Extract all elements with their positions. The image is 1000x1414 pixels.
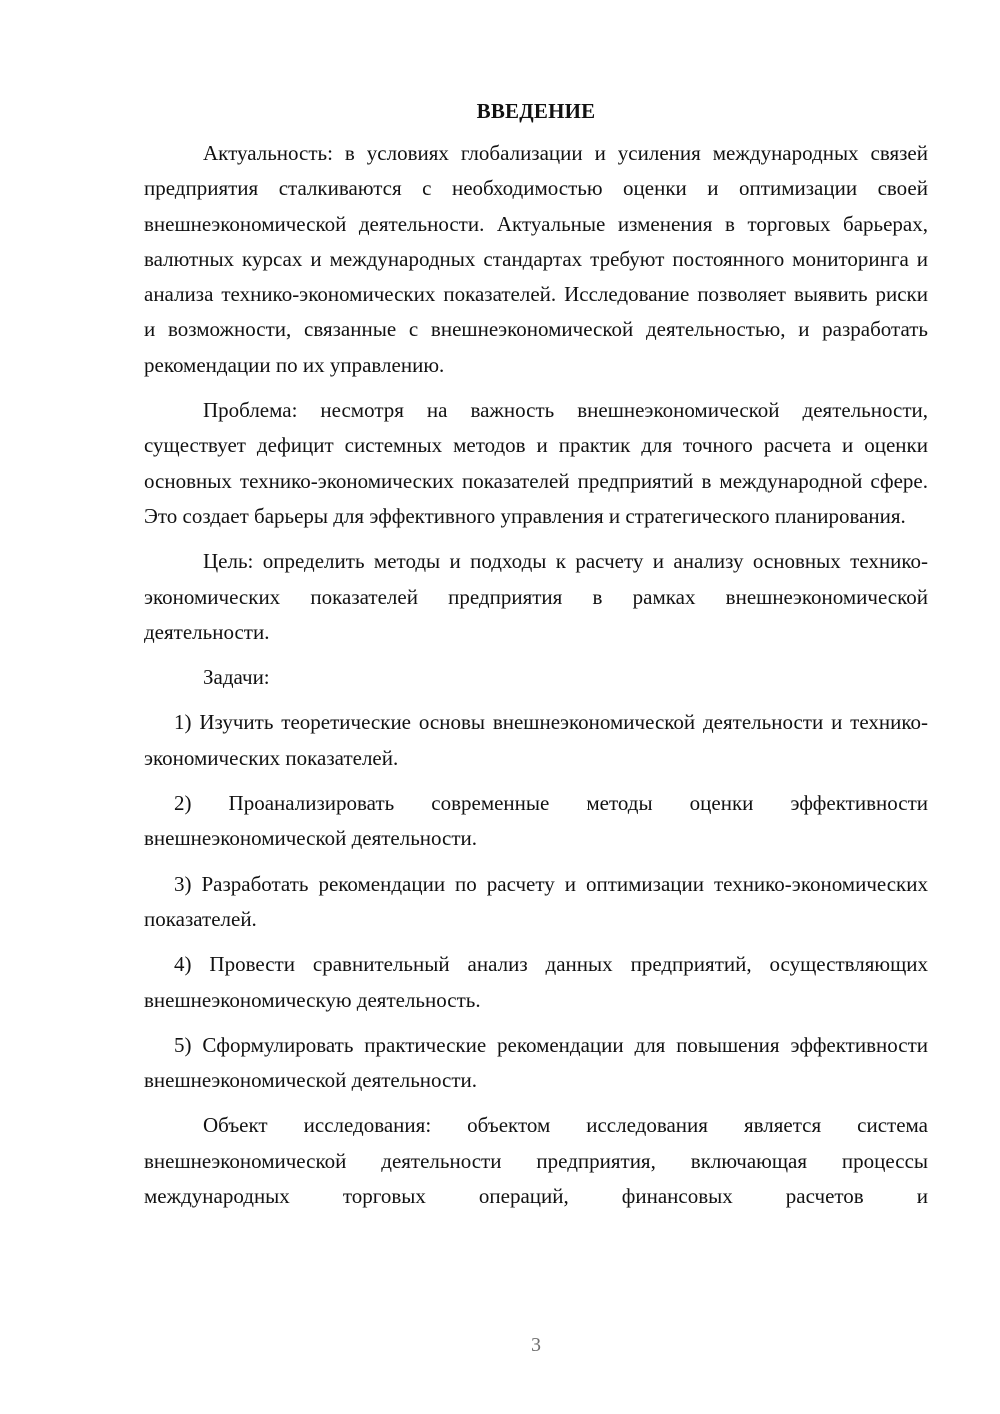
task-item-4: 4) Провести сравнительный анализ данных предприятий, осуществляющих внешнеэкономическую деятельность. xyxy=(144,952,928,1012)
page-number: 3 xyxy=(531,1334,541,1356)
task-item-3: 3) Разработать рекомендации по расчету и оптимизации технико-экономических показателей. xyxy=(144,871,928,931)
paragraph-goal: Цель: определить методы и подходы к расчету и анализу основных технико-экономических показателей предприятия в рамках внешнеэкономической деятельности. xyxy=(144,549,928,644)
task-item-5: 5) Сформулировать практические рекомендации для повышения эффективности внешнеэкономической деятельности. xyxy=(144,1032,928,1093)
page-title: ВВЕДЕНИЕ xyxy=(476,99,596,123)
task-item-1: 1) Изучить теоретические основы внешнеэкономической деятельности и технико-экономических показателей. xyxy=(144,710,928,770)
paragraph-object: Объект исследования: объектом исследования является система внешнеэкономической деятельности предприятия, включающая процессы международных торговых операций, финансовых расчетов и xyxy=(144,1113,928,1209)
task-item-2: 2) Проанализировать современные методы оценки эффективности внешнеэкономической деятельности. xyxy=(144,791,928,851)
tasks-heading: Задачи: xyxy=(203,665,270,690)
paragraph-relevance: Актуальность: в условиях глобализации и усиления международных связей предприятия сталкиваются с необходимостью оценки и оптимизации своей внешнеэкономической деятельности. Актуальные изменения в торговых барьерах, валютных курсах и международных стандартах требуют постоянного мониторинга и анализа технико-экономических показателей. Исследование позволяет выявить риски и возможности, связанные с внешнеэкономической деятельностью, и разработать рекомендации по их управлению. xyxy=(144,141,928,377)
paragraph-problem: Проблема: несмотря на важность внешнеэкономической деятельности, существует дефицит системных методов и практик для точного расчета и оценки основных технико-экономических показателей предприятий в международной сфере. Это создает барьеры для эффективного управления и стратегического планирования. xyxy=(144,398,928,528)
page-content xyxy=(144,96,928,1214)
